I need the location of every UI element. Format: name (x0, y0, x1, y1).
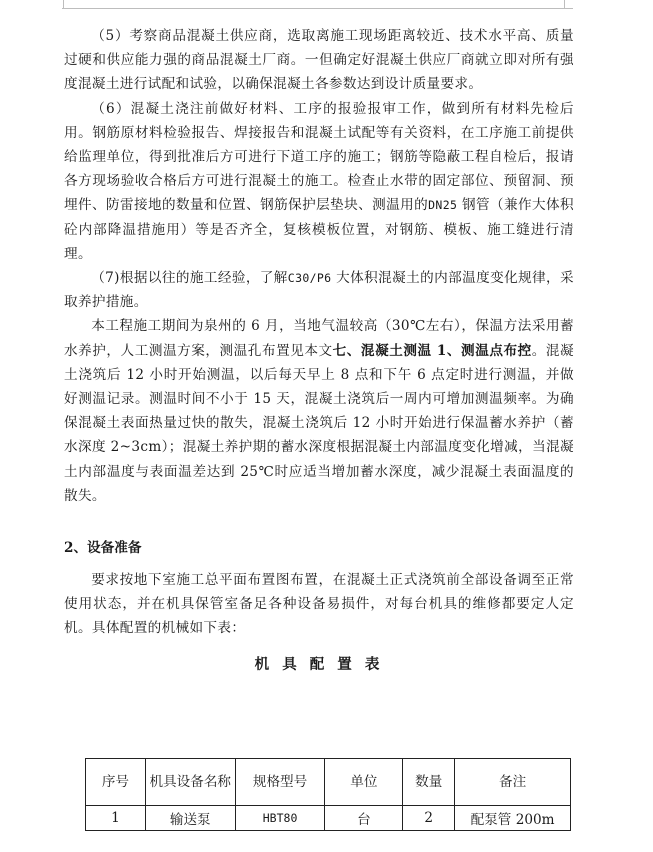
paragraph-7-part-a: （7)根据以往的施工经验，了解 (91, 270, 288, 287)
cell-seq: 1 (86, 806, 146, 831)
paragraph-6-part-b: 钢管（兼作大体积砼内部降温措施用）等是否齐全，复核模板位置，对钢筋、模板、施工缝进行清理。 (64, 197, 574, 262)
equipment-table (85, 758, 571, 831)
cell-unit: 台 (325, 806, 403, 831)
paragraph-6-part-a: （6）混凝土浇注前做好材料、工序的报验报审工作，做到所有材料先检后用。钢筋原材料检验报告、焊接报告和混凝土试配等有关资料，在工序施工前提供给监理单位，得到批准后方可进行下道工序的施工；钢筋等隐蔽工程自检后，报请各方现场验收合格后方可进行混凝土的施工。检查止水带的固定部位、预留洞、预埋件、防雷接地的数量和位置、钢筋保护层垫块、测温用的 (64, 100, 574, 214)
cell-remarks: 配泵管 200m (455, 806, 571, 831)
intro-paragraph: 要求按地下室施工总平面布置图布置，在混凝土正式浇筑前全部设备调至正常使用状态，并在机具保管室备足各种设备易损件，对每台机具的维修都要定人定机。具体配置的机械如下表： (64, 572, 574, 637)
concrete-grade: C30/P6 (287, 271, 332, 286)
pipe-spec: DN25 (428, 198, 458, 213)
header-seq: 序号 (86, 759, 146, 806)
cross-reference: 七、混凝土测温 1、测温点布控 (332, 342, 532, 359)
paragraph-curing-part-b: 。混凝土浇筑后 12 小时开始测温，以后每天早上 8 点和下午 6 点定时进行测温，并做好测温记录。测温时间不小于 15 天，混凝土浇筑后一周内可增加测温频率。为确保混凝土表面热量过快的散失，混凝土浇筑后 12 小时开始进行保温蓄水养护（蓄水深度 2~3cm）；混凝土养护期的蓄水深度根据混凝土内部温度变化增减，当混凝土内部温度与表面温差达到 25℃时应适当增加蓄水深度，减少混凝土表面温度的散失。 (64, 342, 574, 504)
paragraph-5: （5）考察商品混凝土供应商，选取离施工现场距离较近、技术水平高、质量过硬和供应能力强的商品混凝土厂商。一但确定好混凝土供应厂商就立即对所有强度混凝土进行试配和试验，以确保混凝土各参数达到设计质量要求。 (64, 28, 574, 93)
section-heading: 2、设备准备 (64, 540, 142, 557)
paragraph-curing (64, 314, 574, 508)
margin-corner-right (564, 0, 573, 8)
table-header-row (86, 759, 571, 806)
margin-corner-left (55, 0, 64, 8)
cell-model: HBT80 (235, 806, 325, 831)
header-quantity: 数量 (403, 759, 455, 806)
paragraph-7 (64, 266, 574, 314)
paragraph-6 (64, 97, 574, 266)
table-row (86, 806, 571, 831)
header-model: 规格型号 (235, 759, 325, 806)
header-remarks: 备注 (455, 759, 571, 806)
header-rule (62, 0, 573, 9)
paragraph-curing-part-a: 本工程施工期间为泉州的 6 月，当地气温较高（30℃左右），保温方法采用蓄水养护，人工测温方案，测温孔布置见本文 (64, 318, 574, 359)
cell-equipment: 输送泵 (145, 806, 235, 831)
table-title: 机 具 配 置 表 (254, 655, 384, 673)
document-page (64, 24, 574, 684)
cell-quantity: 2 (403, 806, 455, 831)
paragraph-7-part-b: 大体积混凝土的内部温度变化规律，采取养护措施。 (64, 270, 574, 311)
header-unit: 单位 (325, 759, 403, 806)
header-equipment: 机具设备名称 (145, 759, 235, 806)
